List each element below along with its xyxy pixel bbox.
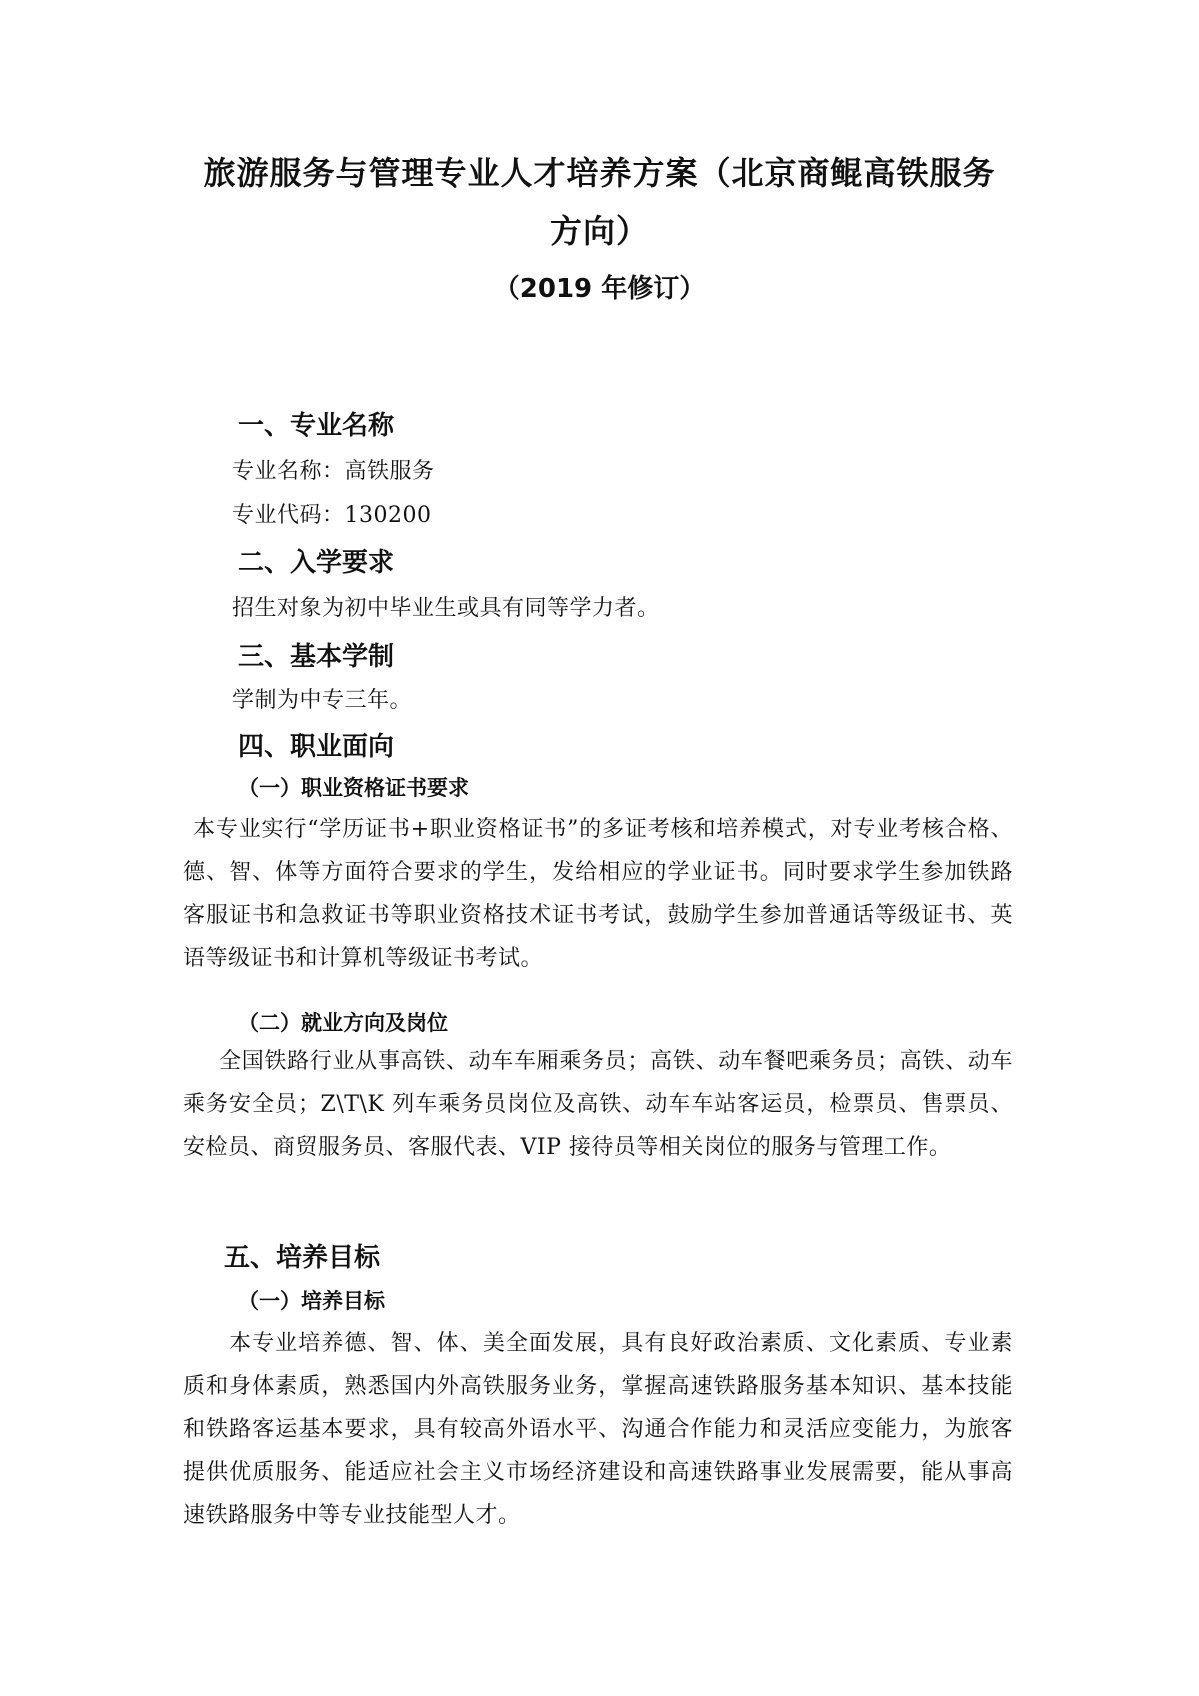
training-objective-paragraph: 本专业培养德、智、体、美全面发展，具有良好政治素质、文化素质、专业素质和身体素质，熟悉国内外高铁服务业务，掌握高速铁路服务基本知识、基本技能和铁路客运基本要求，具有较高外语水平、沟通合作能力和灵活应变能力，为旅客提供优质服务、能适应社会主义市场经济建设和高速铁路事业发展需要，能从事高速铁路服务中等专业技能型人才。: [183, 1331, 1013, 1528]
section-4-1-heading: （一）职业资格证书要求: [238, 776, 469, 800]
document-title-line-2: 方向）: [549, 212, 649, 250]
section-4-heading: 四、职业面向: [238, 732, 395, 762]
section-3-heading: 三、基本学制: [238, 642, 395, 672]
section-4-2-heading: （二）就业方向及岗位: [238, 1011, 448, 1035]
certificate-requirement-paragraph: 本专业实行“学历证书+职业资格证书”的多证考核和培养模式，对专业考核合格、德、智、体等方面符合要求的学生，发给相应的学业证书。同时要求学生参加铁路客服证书和急救证书等职业资格技术证书考试，鼓励学生参加普通话等级证书、英语等级证书和计算机等级证书考试。: [183, 817, 1013, 971]
document-title-line-1: 旅游服务与管理专业人才培养方案（北京商鲲高铁服务: [203, 154, 996, 192]
section-2-heading: 二、入学要求: [238, 548, 395, 578]
section-5-1-heading: （一）培养目标: [238, 1289, 385, 1313]
study-duration: 学制为中专三年。: [232, 688, 413, 713]
major-name: 专业名称：高铁服务: [232, 459, 435, 484]
major-code: 专业代码：130200: [232, 503, 432, 528]
document-subtitle: （2019 年修订）: [493, 274, 706, 304]
section-5-heading: 五、培养目标: [224, 1243, 381, 1273]
employment-direction-paragraph: 全国铁路行业从事高铁、动车车厢乘务员；高铁、动车餐吧乘务员；高铁、动车乘务安全员；Z\T\K 列车乘务员岗位及高铁、动车车站客运员，检票员、售票员、安检员、商贸服务员、客服代表、VIP 接待员等相关岗位的服务与管理工作。: [183, 1049, 1013, 1160]
admission-requirement: 招生对象为初中毕业生或具有同等学力者。: [232, 596, 660, 621]
section-1-heading: 一、专业名称: [238, 411, 395, 441]
